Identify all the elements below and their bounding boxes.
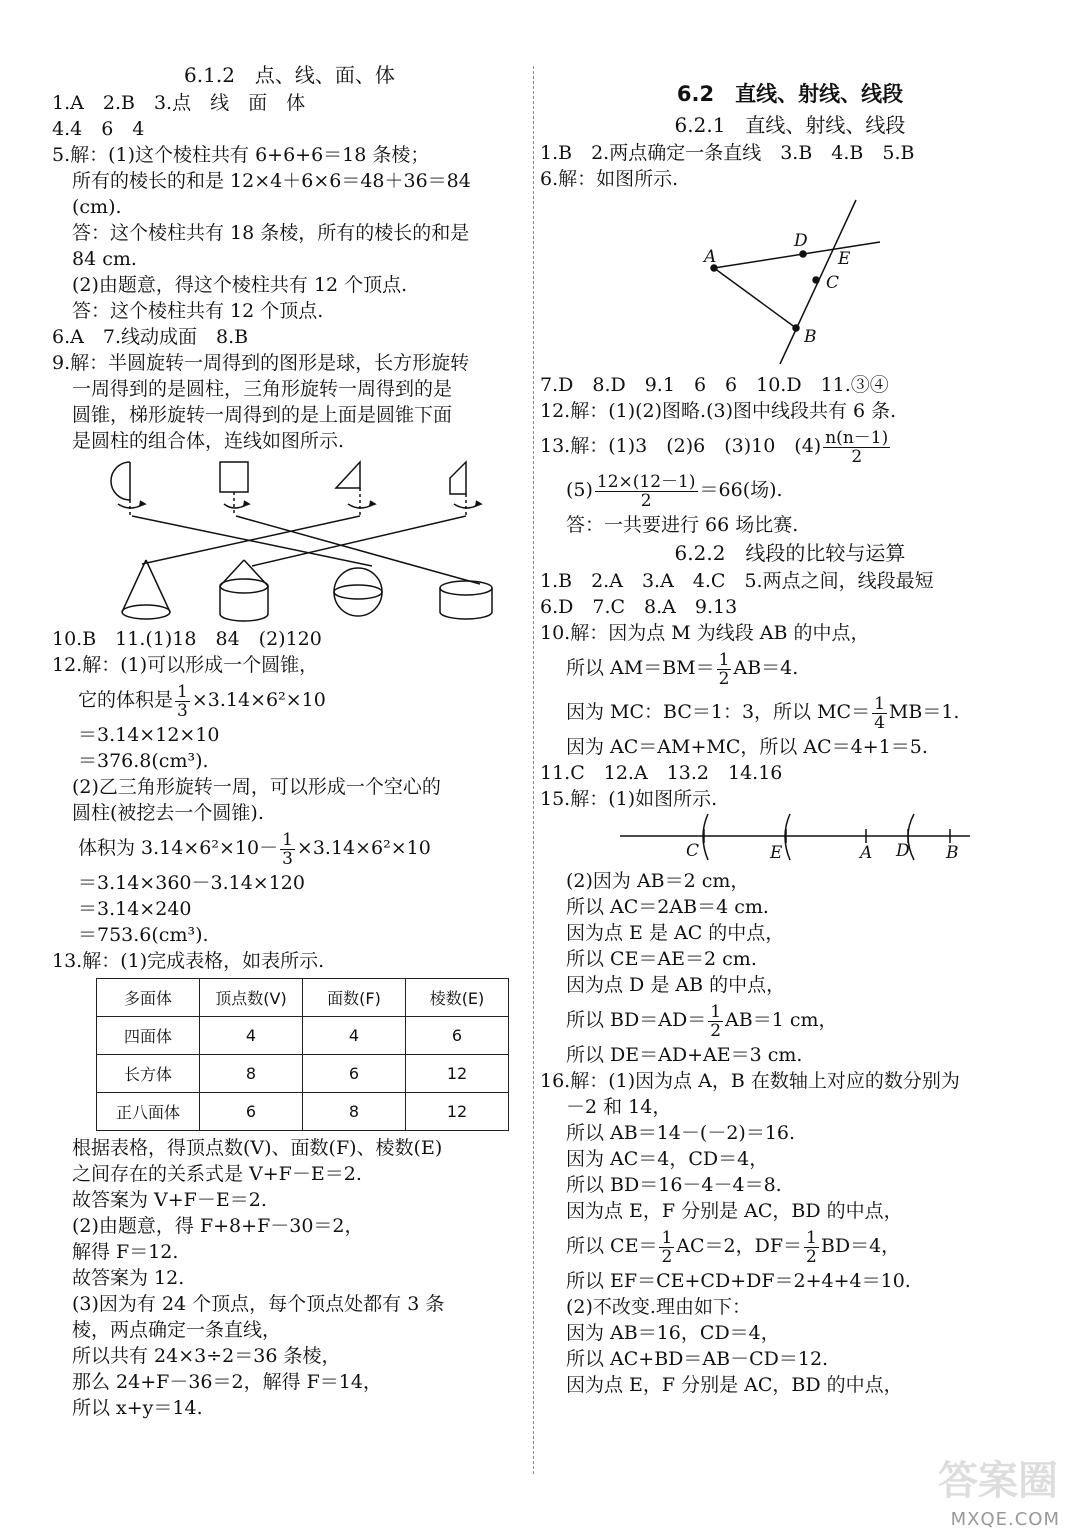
text-line: 解得 F＝12.: [72, 1241, 179, 1263]
table-cell: 8: [303, 1093, 406, 1131]
text-line: ＝753.6(cm³).: [78, 924, 209, 946]
watermark-logo: 答案圈: [938, 1458, 1058, 1504]
numerator: n(n－1): [825, 427, 889, 448]
q13-rest: [52, 1135, 527, 1421]
triangle-shape: [336, 462, 375, 516]
formula-line: [52, 826, 527, 870]
fraction: [804, 1229, 819, 1266]
watermark-url: MXQE.COM: [950, 1509, 1060, 1530]
text-line: ＝376.8(cm³).: [78, 750, 209, 772]
numerator: 1: [710, 1001, 722, 1022]
text-line: 10.解：因为点 M 为线段 AB 的中点，: [540, 622, 870, 644]
text-line: 9.解：半圆旋转一周得到的图形是球，长方形旋转: [52, 352, 470, 374]
text-line: 所以 BD＝16－4－4＝8.: [566, 1174, 782, 1196]
text-line: 所以 EF＝CE+CD+DF＝2+4+4＝10.: [566, 1270, 911, 1292]
q13-intro: 13.解：(1)完成表格，如表所示.: [52, 950, 325, 972]
trapezoid-shape: [450, 462, 481, 516]
formula-line: [540, 1224, 1040, 1268]
fraction: [595, 473, 698, 510]
text-line: 之间存在的关系式是 V+F－E＝2.: [72, 1163, 362, 1185]
right-column: [540, 60, 1040, 1398]
match-line: [252, 516, 466, 566]
text-span: 所以 CE＝: [566, 1235, 658, 1257]
text-line: 所有的棱长的和是 12×4＋6×6＝48＋36＝84: [72, 170, 471, 192]
denominator: 2: [640, 490, 652, 511]
numerator: 1: [874, 693, 885, 714]
text-span: BD＝4，: [820, 1235, 901, 1257]
numerator: 1: [282, 829, 293, 850]
text-line: 5.解：(1)这个棱柱共有 6+6+6＝18 条棱；: [52, 144, 430, 166]
fraction: [280, 831, 295, 868]
text-line: 答：一共要进行 66 场比赛.: [566, 514, 799, 536]
answer-line: 6.解：如图所示.: [540, 168, 679, 190]
text-span: ＝66(场).: [699, 479, 783, 501]
text-line: 棱，两点确定一条直线，: [72, 1319, 282, 1341]
section-heading-6-1-2: 6.1.2 点、线、面、体: [184, 63, 395, 87]
text-line: (2)由题意，得 F+8+F－30＝2，: [72, 1215, 364, 1237]
rectangle-shape: [220, 462, 249, 516]
table-cell: 6: [406, 1017, 509, 1055]
text-line: 故答案为 12.: [72, 1267, 185, 1289]
text-span: 因为 MC：BC＝1：3，所以 MC＝: [566, 701, 871, 723]
numerator: 1: [718, 649, 730, 670]
point-label-a: A: [704, 247, 717, 267]
numerator: 12×(12－1): [596, 471, 696, 492]
text-line: 故答案为 V+F－E＝2.: [72, 1189, 267, 1211]
answer-line: 11.C 12.A 13.2 14.16: [540, 762, 783, 784]
answer-line: 6.A 7.线动成面 8.B: [52, 326, 249, 348]
q12-solution: [52, 652, 527, 948]
text-span: 13.解：(1)3 (2)6 (3)10 (4): [540, 435, 822, 457]
polyhedron-table: [96, 978, 509, 1131]
point-label-b: B: [946, 843, 959, 863]
answer-line: 1.B 2.A 3.A 4.C 5.两点之间，线段最短: [540, 570, 934, 592]
fraction: [717, 651, 732, 688]
text-line: ＝3.14×240: [78, 898, 192, 920]
answer-line: 10.B 11.(1)18 84 (2)120: [52, 628, 322, 650]
text-span: MB＝1.: [888, 701, 960, 723]
answer-line: 12.解：(1)(2)图略.(3)图中线段共有 6 条.: [540, 400, 897, 422]
left-column: [52, 60, 527, 1421]
point-label-b: B: [804, 327, 817, 347]
fraction: [823, 429, 890, 466]
fraction: [175, 683, 190, 720]
denominator: 2: [710, 1020, 722, 1041]
denominator: 3: [282, 848, 293, 869]
table-cell: 正八面体: [97, 1093, 200, 1131]
sphere-solid: [334, 568, 382, 616]
point-label-d: D: [794, 231, 808, 251]
numerator: 1: [661, 1227, 673, 1248]
text-span: 所以 AM＝BM＝: [566, 657, 715, 679]
text-line: 因为点 D 是 AB 的中点，: [566, 974, 786, 996]
text-line: －2 和 14，: [566, 1096, 672, 1118]
q5-solution: [52, 142, 527, 324]
point-label-e: E: [770, 843, 783, 863]
denominator: 2: [806, 1246, 817, 1267]
subsection-heading-6-2-1: 6.2.1 直线、射线、线段: [674, 113, 906, 137]
text-span: 它的体积是: [78, 689, 174, 711]
table-header: 面数(F): [303, 979, 406, 1017]
match-line: [236, 516, 480, 584]
table-row: [97, 1017, 509, 1055]
text-span: AB＝4.: [733, 657, 799, 679]
answer-line: 4.4 6 4: [52, 118, 145, 140]
text-line: 84 cm.: [72, 248, 137, 270]
formula-line: [540, 424, 1040, 468]
section-heading-6-2: 6.2 直线、射线、线段: [676, 82, 904, 106]
text-line: 因为 AB＝16，CD＝4，: [566, 1322, 780, 1344]
text-line: 根据表格，得顶点数(V)、面数(F)、棱数(E): [72, 1137, 443, 1159]
fraction: [708, 1003, 723, 1040]
text-span: ×3.14×6²×10: [191, 689, 326, 711]
answer-line: 6.D 7.C 8.A 9.13: [540, 596, 738, 618]
numerator: 1: [177, 681, 188, 702]
text-line: 15.解：(1)如图所示.: [540, 788, 718, 810]
segment-figure-q15: [540, 812, 1040, 868]
text-line: (2)由题意，得这个棱柱共有 12 个顶点.: [72, 274, 408, 296]
text-span: AB＝1 cm，: [725, 1009, 838, 1031]
text-line: 答：这个棱柱共有 12 个顶点.: [72, 300, 324, 322]
cylinder-solid: [440, 581, 492, 619]
answer-line: 1.A 2.B 3.点 线 面 体: [52, 92, 306, 114]
text-line: 因为 AC＝4，CD＝4，: [566, 1148, 769, 1170]
text-line: 12.解：(1)可以形成一个圆锥，: [52, 654, 319, 676]
text-line: (2)不改变.理由如下：: [566, 1296, 751, 1318]
text-line: 因为点 E，F 分别是 AC，BD 的中点，: [566, 1200, 903, 1222]
denominator: 3: [177, 700, 188, 721]
table-header-row: [97, 979, 509, 1017]
rotation-matching-figure: [52, 454, 522, 626]
denominator: 2: [718, 668, 730, 689]
answer-line: 7.D 8.D 9.1 6 6 10.D 11.③④: [540, 374, 889, 396]
point-label-c: C: [826, 273, 840, 293]
subsection-heading-6-2-2: 6.2.2 线段的比较与运算: [674, 541, 906, 565]
table-cell: 8: [200, 1055, 303, 1093]
formula-line: [540, 690, 1040, 734]
denominator: 2: [851, 446, 863, 467]
text-line: (2)乙三角形旋转一周，可以形成一个空心的: [72, 776, 441, 798]
table-row: [97, 1055, 509, 1093]
point-label-c: C: [686, 841, 700, 861]
formula-line: [540, 468, 1040, 512]
table-cell: 长方体: [97, 1055, 200, 1093]
text-line: ＝3.14×360－3.14×120: [78, 872, 305, 894]
table-row: [97, 1093, 509, 1131]
fraction: [872, 695, 887, 732]
formula-line: [52, 678, 527, 722]
column-divider: [533, 66, 534, 1474]
table-header: 顶点数(V): [200, 979, 303, 1017]
table-cell: 12: [406, 1093, 509, 1131]
text-line: (2)因为 AB＝2 cm，: [566, 870, 750, 892]
text-line: 所以 DE＝AD+AE＝3 cm.: [566, 1044, 803, 1066]
text-line: ＝3.14×12×10: [78, 724, 220, 746]
cone-cylinder-solid: [220, 560, 268, 621]
text-line: 一周得到的是圆柱，三角形旋转一周得到的是: [72, 378, 453, 400]
q16-rest: [540, 1268, 1040, 1398]
table-cell: 四面体: [97, 1017, 200, 1055]
text-line: 圆锥，梯形旋转一周得到的是上面是圆锥下面: [72, 404, 453, 426]
point-label-e: E: [838, 249, 851, 269]
text-span: (5): [566, 479, 593, 501]
text-line: 所以 AB＝14－(－2)＝16.: [566, 1122, 796, 1144]
table-header: 多面体: [97, 979, 200, 1017]
denominator: 4: [874, 712, 885, 733]
text-line: 答：这个棱柱共有 18 条棱，所有的棱长的和是: [72, 222, 470, 244]
cone-solid: [122, 560, 170, 619]
table-cell: 4: [303, 1017, 406, 1055]
point-label-a: A: [860, 843, 873, 863]
table-cell: 4: [200, 1017, 303, 1055]
text-line: 所以共有 24×3÷2＝36 条棱，: [72, 1345, 341, 1367]
text-line: 那么 24+F－36＝2，解得 F＝14，: [72, 1371, 382, 1393]
fraction: [659, 1229, 674, 1266]
table-cell: 6: [303, 1055, 406, 1093]
text-line: 因为点 E，F 分别是 AC，BD 的中点，: [566, 1374, 903, 1396]
text-line: 圆柱(被挖去一个圆锥).: [72, 802, 264, 824]
numerator: 1: [806, 1227, 817, 1248]
text-line: 是圆柱的组合体，连线如图所示.: [72, 430, 345, 452]
denominator: 2: [661, 1246, 673, 1267]
semicircle-shape: [111, 462, 145, 516]
text-span: ×3.14×6²×10: [296, 837, 431, 859]
q9-solution: [52, 350, 527, 454]
text-line: 因为点 E 是 AC 的中点，: [566, 922, 785, 944]
formula-line: [540, 646, 1040, 690]
text-span: 所以 BD＝AD＝: [566, 1009, 707, 1031]
text-line: 所以 AC+BD＝AB－CD＝12.: [566, 1348, 829, 1370]
answer-line: 1.B 2.两点确定一条直线 3.B 4.B 5.B: [540, 142, 915, 164]
formula-line: [540, 998, 1040, 1042]
point-label-d: D: [896, 841, 910, 861]
table-cell: 12: [406, 1055, 509, 1093]
text-line: 所以 CE＝AE＝2 cm.: [566, 948, 757, 970]
text-span: AC＝2，DF＝: [676, 1235, 803, 1257]
line-figure-q6: [540, 192, 1040, 372]
table-header: 棱数(E): [406, 979, 509, 1017]
text-line: (3)因为有 24 个顶点，每个顶点处都有 3 条: [72, 1293, 445, 1315]
q15-part2: [540, 868, 1040, 998]
text-line: 所以 AC＝2AB＝4 cm.: [566, 896, 769, 918]
text-span: 体积为 3.14×6²×10－: [78, 837, 279, 859]
text-line: 所以 x+y＝14.: [72, 1397, 203, 1419]
table-cell: 6: [200, 1093, 303, 1131]
text-line: (cm).: [72, 196, 122, 218]
text-line: 因为 AC＝AM+MC，所以 AC＝4+1＝5.: [566, 736, 928, 758]
q16-solution: [540, 1068, 1040, 1224]
text-line: 16.解：(1)因为点 A，B 在数轴上对应的数分别为: [540, 1070, 960, 1092]
